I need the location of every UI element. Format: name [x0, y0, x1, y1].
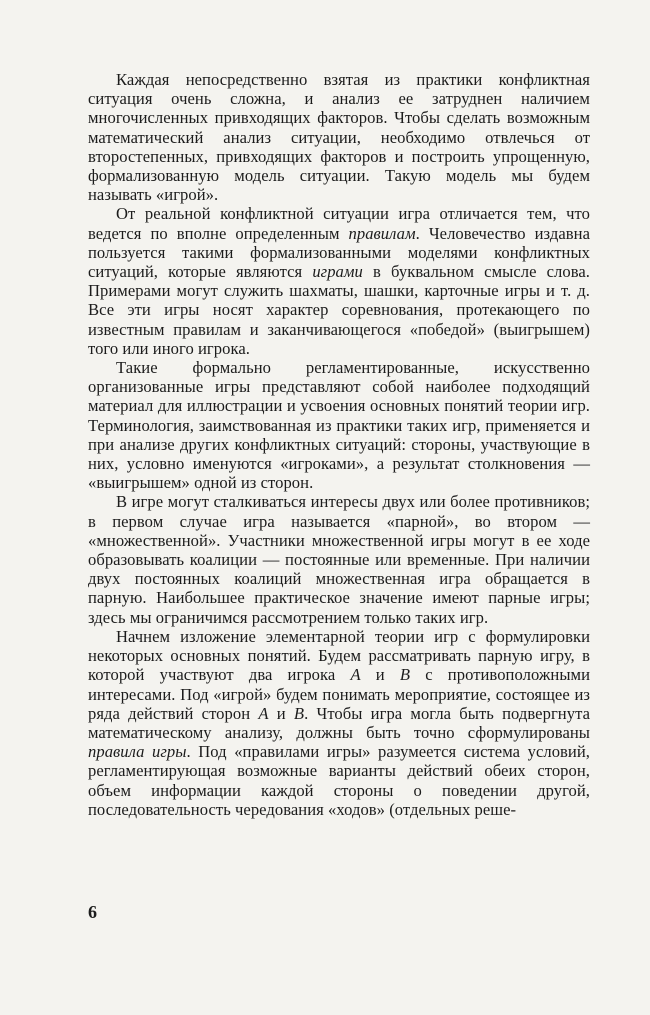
paragraph-5-text-b: и [360, 665, 400, 685]
paragraph-3-text: Такие формально регламентированные, искусственно организованные игры представляют собой наиболее подходящий материал для иллюстрации и усвоения основных понятий теории игр. Терминология, заимствованная из практики таких игр, применяется и при анализе других конфликтных ситуаций: стороны, участвующие в них, условно именуются «игроками», а результат столкновения — «выигрышем» одной из сторон. [88, 358, 590, 493]
paragraph-5 [88, 627, 590, 819]
page-body [88, 70, 590, 819]
paragraph-1-text: Каждая непосредственно взятая из практики конфликтная ситуация очень сложна, и анализ ее затруднен наличием многочисленных привходящих факторов. Чтобы сделать возможным математический анализ ситуации, необходимо отвлечься от второстепенных, привходящих факторов и построить упрощенную, формализованную модель ситуации. Такую модель мы будем называть «игрой». [88, 70, 590, 205]
paragraph-5-text-c: с противоположными интересами. Под «игрой» будем понимать мероприятие, состоящее из ряда действий сторон [88, 665, 590, 723]
term-rules-of-game: правила игры [88, 742, 187, 762]
player-b-2: B [293, 703, 305, 723]
paragraph-2 [88, 204, 590, 358]
page-number: 6 [88, 902, 97, 922]
player-a-1: A [350, 665, 361, 685]
paragraph-5-text-a: Начнем изложение элементарной теории игр с формулировки некоторых основных понятий. Будем рассматривать парную игру, в которой участвуют два игрока [88, 626, 590, 685]
paragraph-5-text-d: и [268, 703, 294, 723]
paragraph-2-text-c: в буквальном смысле слова. Примерами могут служить шахматы, шашки, карточные игры и т. д. Все эти игры носят характер соревнования, протекающего по известным правилам и заканчивающегося «победой» (выигрышем) того или иного игрока. [88, 262, 590, 358]
player-b-1: B [399, 665, 411, 685]
paragraph-4 [88, 492, 590, 626]
paragraph-1 [88, 70, 590, 204]
paragraph-2-text-b: . Человечество издавна пользуется такими формализованными моделями конфликтных ситуаций, которые являются [88, 223, 590, 282]
paragraph-2-text-a: От реальной конфликтной ситуации игра отличается тем, что ведется по вполне определенным [88, 204, 590, 243]
paragraph-5-text-f: . Под «правилами игры» разумеется система условий, регламентирующая возможные варианты действий обеих сторон, объем информации каждой стороны о поведении другой, последовательность чередования «ходов» (отдельных реше- [88, 742, 590, 819]
player-a-2: A [258, 703, 269, 723]
paragraph-5-text-e: . Чтобы игра могла быть подвергнута математическому анализу, должны быть точно сформулированы [88, 703, 590, 742]
term-rules: правилам [348, 223, 416, 243]
paragraph-4-text: В игре могут сталкиваться интересы двух или более противников; в первом случае игра называется «парной», во втором — «множественной». Участники множественной игры могут в ее ходе образовывать коалиции — постоянные или временные. При наличии двух постоянных коалиций множественная игра обращается в парную. Наибольшее практическое значение имеют парные игры; здесь мы ограничимся рассмотрением только таких игр. [88, 492, 590, 627]
paragraph-3 [88, 358, 590, 492]
term-games: играми [312, 262, 363, 282]
